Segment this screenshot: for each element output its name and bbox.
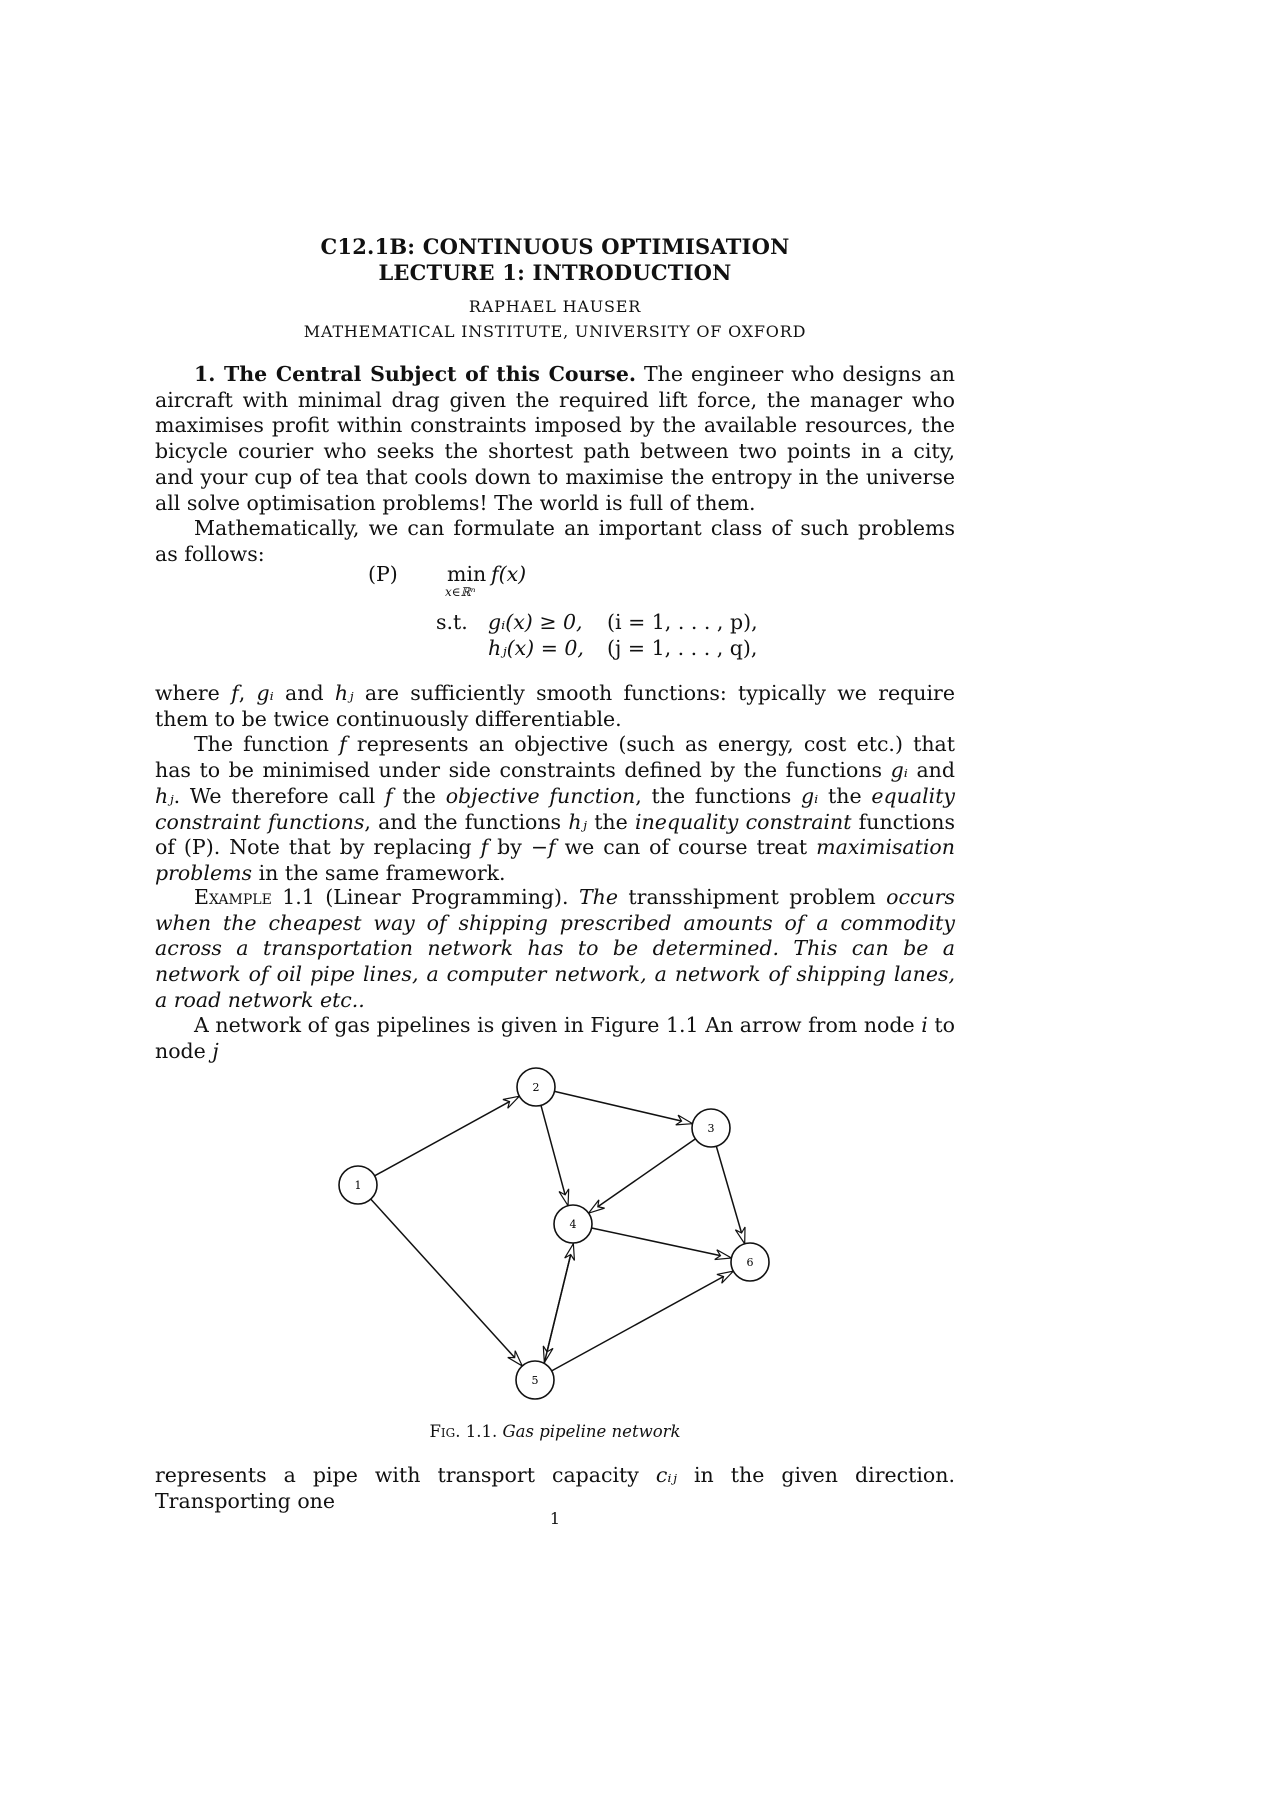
capacity-paragraph: represents a pipe with transport capacity cᵢⱼ in the given direction. Transporting one — [155, 1463, 955, 1513]
figure-caption: Fig. 1.1. Gas pipeline network — [429, 1422, 681, 1441]
page-number: 1 — [549, 1509, 561, 1528]
node-3 — [692, 1109, 730, 1147]
objective-min: min — [447, 562, 487, 586]
network-paragraph: A network of gas pipelines is given in Figure 1.1 An arrow from node i to node j — [155, 1013, 955, 1063]
node-label-3: 3 — [707, 1122, 715, 1135]
section-1-text: The engineer who designs an aircraft with minimal drag given the required lift force, the manager who maximises profit within constraints imposed by the available resources, the bicycle courier who seeks the shortest path between two points in a city, and your cup of tea that cools down to maximise the entropy in the universe all solve optimisation problems! The world is full of them. — [155, 362, 955, 515]
node-1 — [339, 1166, 377, 1204]
constraint-h: hⱼ(x) = 0, — [488, 636, 584, 660]
affiliation: MATHEMATICAL INSTITUTE, UNIVERSITY OF OXFORD — [303, 322, 807, 341]
edge-2-3 — [554, 1091, 692, 1123]
node-label-6: 6 — [746, 1256, 754, 1269]
subject-to: s.t. — [436, 610, 468, 634]
edge-4-6 — [592, 1228, 732, 1258]
constraint-h-range: (j = 1, . . . , q), — [607, 636, 758, 660]
node-label-2: 2 — [532, 1081, 540, 1094]
formulation-sentence: Mathematically, we can formulate an important class of such problems as follows: — [155, 516, 955, 566]
arrowhead-3-4 — [589, 1200, 605, 1213]
example-label: Example — [194, 885, 272, 909]
title-line-1: C12.1B: CONTINUOUS OPTIMISATION — [320, 234, 790, 259]
problem-label: (P) — [368, 562, 398, 586]
author: RAPHAEL HAUSER — [468, 297, 642, 316]
section-heading: 1. The Central Subject of this Course. — [194, 362, 636, 386]
edge-5-6 — [552, 1271, 734, 1371]
title-line-2: LECTURE 1: INTRODUCTION — [378, 260, 732, 285]
edge-2-4 — [541, 1105, 568, 1205]
node-label-1: 1 — [354, 1179, 362, 1192]
smoothness-paragraph: where f, gᵢ and hⱼ are sufficiently smooth functions: typically we require them to be twice continuously differentiable. The function f represents an objective (such as energy, cost etc.) that has to be minimised under side constraints defined by the functions gᵢ and hⱼ. We therefore call f the objective function, the functions gᵢ the equality constraint functions, and the functions hⱼ the inequality constraint functions of (P). Note that by replacing f by −f we can of course treat maximisation problems in the same framework. — [155, 681, 956, 885]
constraint-g-range: (i = 1, . . . , p), — [607, 610, 758, 634]
edge-3-4 — [589, 1139, 696, 1213]
objective-function: f(x) — [491, 562, 527, 586]
edge-1-5 — [371, 1199, 522, 1366]
example-1-1: Example 1.1 (Linear Programming). The transshipment problem occurs when the cheapest way of shipping prescribed amounts of a commodity across a transportation network has to be determined. This can be a network of oil pipe lines, a computer network, a network of shipping lanes, a road network etc.. — [155, 885, 955, 1012]
edge-1-2 — [375, 1096, 520, 1176]
node-2 — [517, 1068, 555, 1106]
edge-3-6 — [716, 1146, 744, 1244]
arrowhead-1-2 — [503, 1096, 519, 1108]
node-4 — [554, 1205, 592, 1243]
node-label-5: 5 — [531, 1374, 539, 1387]
node-label-4: 4 — [569, 1218, 577, 1231]
objective-subscript: x∈ℝⁿ — [445, 585, 476, 599]
constraint-g: gᵢ(x) ≥ 0, — [488, 610, 583, 634]
arrowhead-5-6 — [717, 1271, 733, 1283]
node-6 — [731, 1243, 769, 1281]
node-5 — [516, 1361, 554, 1399]
edge-5-4 — [544, 1244, 573, 1363]
